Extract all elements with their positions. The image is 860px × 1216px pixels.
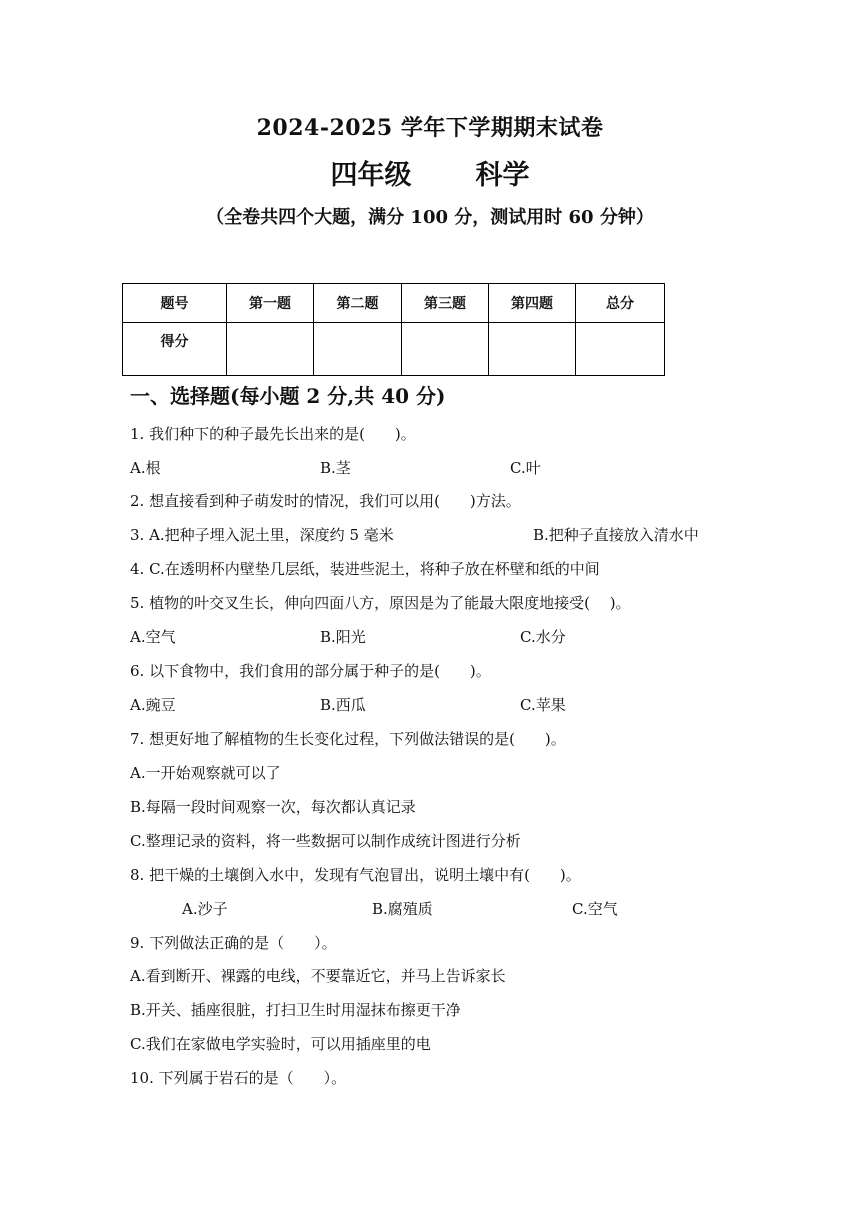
score-header-cell: 第四题 [489,284,576,323]
exam-title: 2024-2025 学年下学期期末试卷 [256,115,604,141]
score-cell[interactable] [402,323,489,376]
score-cell[interactable] [576,323,665,376]
section-heading: 一、选择题(每小题 2 分,共 40 分) [130,384,446,408]
option-7a: A.一开始观察就可以了 [130,764,281,782]
option-6b: B.西瓜 [320,696,366,714]
exam-note: （全卷共四个大题，满分 100 分，测试用时 60 分钟） [206,207,654,228]
option-9b: B.开关、插座很脏，打扫卫生时用湿抹布擦更干净 [130,1001,461,1019]
score-header-row [123,284,665,323]
score-table [122,283,665,376]
option-7c: C.整理记录的资料，将一些数据可以制作成统计图进行分析 [130,832,521,850]
question-4: 4. C.在透明杯内壁垫几层纸，装进些泥土，将种子放在杯壁和纸的中间 [130,560,600,578]
option-6c: C.苹果 [520,696,566,714]
score-cell[interactable] [227,323,314,376]
question-10: 10. 下列属于岩石的是（ ）。 [130,1069,347,1087]
option-5c: C.水分 [520,628,566,646]
option-8c: C.空气 [572,900,618,918]
option-1c: C.叶 [510,459,541,477]
score-cell[interactable] [314,323,402,376]
question-9: 9. 下列做法正确的是（ ）。 [130,934,337,952]
question-3a: 3. A.把种子埋入泥土里，深度约 5 毫米 [130,526,394,544]
score-header-cell: 第二题 [314,284,402,323]
subject-label: 科学 [475,160,530,191]
option-8a: A.沙子 [182,900,228,918]
question-6: 6. 以下食物中，我们食用的部分属于种子的是( )。 [130,662,491,680]
option-1b: B.茎 [320,459,351,477]
option-9c: C.我们在家做电学实验时，可以用插座里的电 [130,1035,431,1053]
grade-subject [0,153,860,192]
option-5a: A.空气 [130,628,176,646]
question-5: 5. 植物的叶交叉生长，伸向四面八方，原因是为了能最大限度地接受( )。 [130,594,631,612]
score-header-cell: 总分 [576,284,665,323]
grade-label: 四年级 [330,160,412,191]
option-5b: B.阳光 [320,628,366,646]
option-7b: B.每隔一段时间观察一次，每次都认真记录 [130,798,416,816]
score-header-cell: 第一题 [227,284,314,323]
question-8: 8. 把干燥的土壤倒入水中，发现有气泡冒出，说明土壤中有( )。 [130,866,581,884]
option-6a: A.豌豆 [130,696,176,714]
option-9a: A.看到断开、裸露的电线，不要靠近它，并马上告诉家长 [130,967,506,985]
question-2: 2. 想直接看到种子萌发时的情况，我们可以用( )方法。 [130,492,521,510]
question-3b: B.把种子直接放入清水中 [533,526,699,544]
question-7: 7. 想更好地了解植物的生长变化过程，下列做法错误的是( )。 [130,730,566,748]
score-row-label: 得分 [123,323,227,376]
option-1a: A.根 [130,459,161,477]
score-value-row [123,323,665,376]
score-header-cell: 第三题 [402,284,489,323]
option-8b: B.腐殖质 [372,900,433,918]
score-cell[interactable] [489,323,576,376]
score-header-cell: 题号 [123,284,227,323]
question-1: 1. 我们种下的种子最先长出来的是( )。 [130,425,416,443]
